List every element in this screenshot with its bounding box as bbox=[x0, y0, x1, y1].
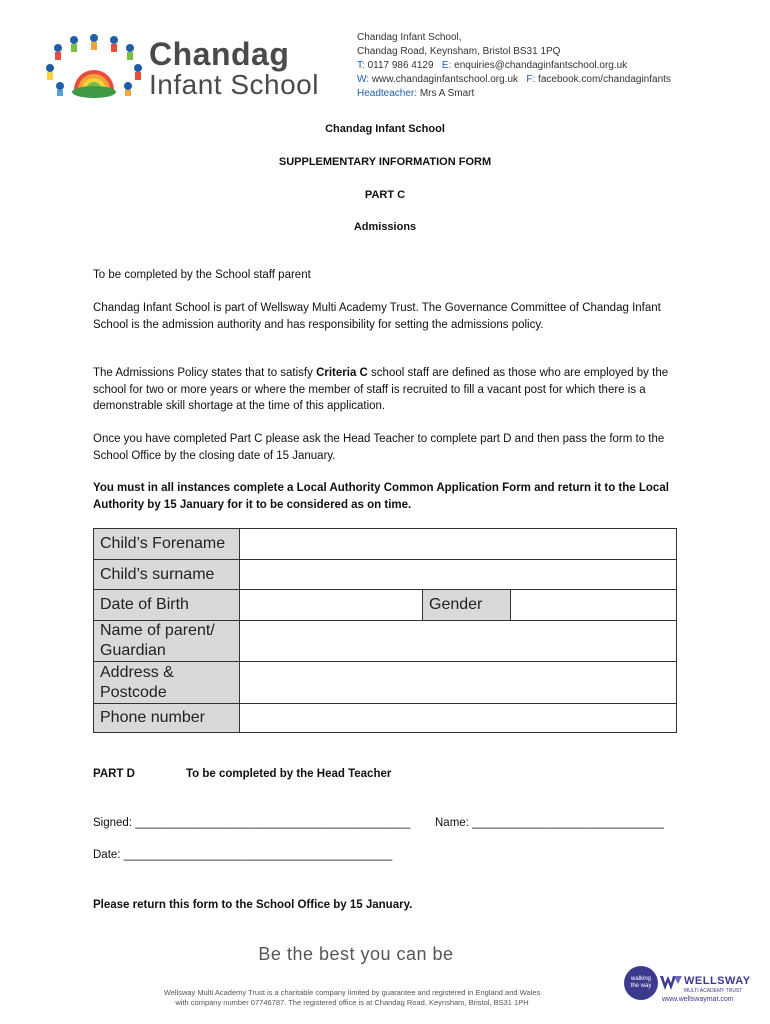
para-la-form: You must in all instances complete a Local Authority Common Application Form and return it to the Local Authority by 15 January for it to be considered as on time. bbox=[93, 482, 669, 511]
contact-line1: Chandag Infant School, bbox=[357, 32, 462, 43]
footer-slogan: Be the best you can be bbox=[258, 944, 454, 964]
headteacher-label: Headteacher: bbox=[357, 88, 418, 99]
field-child-forename[interactable] bbox=[240, 529, 677, 560]
field-date-of-birth[interactable] bbox=[240, 590, 423, 621]
phone-label: T: bbox=[357, 60, 365, 71]
criteria-pre: The Admissions Policy states that to satisfy bbox=[93, 367, 317, 379]
title-school: Chandag Infant School bbox=[325, 123, 445, 135]
label-date-of-birth: Date of Birth bbox=[94, 590, 240, 621]
phone-value: 0117 986 4129 bbox=[367, 60, 434, 71]
email-label: E: bbox=[441, 60, 452, 71]
field-address[interactable] bbox=[240, 662, 677, 704]
contact-web-facebook bbox=[357, 73, 671, 87]
contact-headteacher bbox=[357, 87, 474, 101]
facebook-value[interactable]: facebook.com/chandaginfants bbox=[538, 74, 671, 85]
part-d-description: To be completed by the Head Teacher bbox=[186, 768, 392, 780]
label-child-surname: Child’s surname bbox=[94, 560, 240, 590]
label-gender: Gender bbox=[423, 590, 511, 621]
headteacher-value: Mrs A Smart bbox=[419, 88, 475, 99]
label-parent-name: Name of parent/ Guardian bbox=[94, 621, 240, 662]
title-form: SUPPLEMENTARY INFORMATION FORM bbox=[278, 156, 492, 168]
web-value[interactable]: www.chandaginfantschool.org.uk bbox=[371, 74, 519, 85]
para-completed-by: To be completed by the School staff parent bbox=[93, 269, 311, 281]
trust-subtitle: MULTI ACADEMY TRUST bbox=[684, 988, 743, 994]
trust-badge bbox=[624, 966, 658, 1000]
label-phone: Phone number bbox=[94, 704, 240, 733]
school-logo bbox=[44, 34, 144, 98]
field-child-surname[interactable] bbox=[240, 560, 677, 590]
para-instructions: Once you have completed Part C please ask the Head Teacher to complete part D and then pass the form to the School Office by the closing date of 15 January. bbox=[93, 433, 665, 462]
part-d-label: PART D bbox=[93, 768, 135, 780]
facebook-label: F: bbox=[526, 74, 536, 85]
title-section: Admissions bbox=[353, 221, 417, 233]
wellsway-w-icon bbox=[660, 974, 682, 992]
web-label: W: bbox=[357, 74, 370, 85]
field-phone[interactable] bbox=[240, 704, 677, 733]
trust-name: WELLSWAY bbox=[684, 975, 751, 987]
contact-phone-email bbox=[357, 59, 627, 73]
name-line[interactable]: Name: ______________________________ bbox=[435, 817, 664, 829]
trust-website[interactable]: www.wellswaymat.com bbox=[662, 996, 734, 1003]
criteria-post: school staff are defined as those who are employed by the school for two or more years or where the member of staff is recruited to fill a vacant post for which there is a demonstrable skill shortage at the time of this application. bbox=[93, 367, 669, 412]
field-parent-name[interactable] bbox=[240, 621, 677, 662]
field-gender[interactable] bbox=[511, 590, 677, 621]
return-instruction: Please return this form to the School Office by 15 January. bbox=[93, 899, 413, 911]
contact-line2: Chandag Road, Keynsham, Bristol BS31 1PQ bbox=[357, 46, 561, 57]
label-address: Address & Postcode bbox=[94, 662, 240, 704]
school-name-line1: Chandag bbox=[149, 36, 290, 72]
date-line[interactable]: Date: __________________________________________ bbox=[93, 849, 393, 861]
applicant-details-table bbox=[93, 528, 677, 733]
footer-legal-line1: Wellsway Multi Academy Trust is a charitable company limited by guarantee and registered in England and Wales bbox=[163, 988, 541, 997]
school-name-line2: Infant School bbox=[149, 69, 319, 100]
signed-line[interactable]: Signed: ___________________________________________ bbox=[93, 817, 411, 829]
para-governance: Chandag Infant School is part of Wellsway Multi Academy Trust. The Governance Committee of Chandag Infant School is the admission authority and has responsibility for setting the admissions policy. bbox=[93, 302, 661, 331]
email-value[interactable]: enquiries@chandaginfantschool.org.uk bbox=[454, 60, 628, 71]
label-child-forename: Child’s Forename bbox=[94, 529, 240, 560]
criteria-bold: Criteria C bbox=[316, 367, 368, 379]
para-criteria bbox=[93, 365, 678, 415]
trust-badge-text: walking the way bbox=[630, 976, 652, 989]
title-part: PART C bbox=[364, 189, 406, 201]
footer-legal-line2: with company number 07746787. The registered office is at Chandag Road, Keynsham, Bristol, BS31 1PH bbox=[175, 998, 529, 1007]
